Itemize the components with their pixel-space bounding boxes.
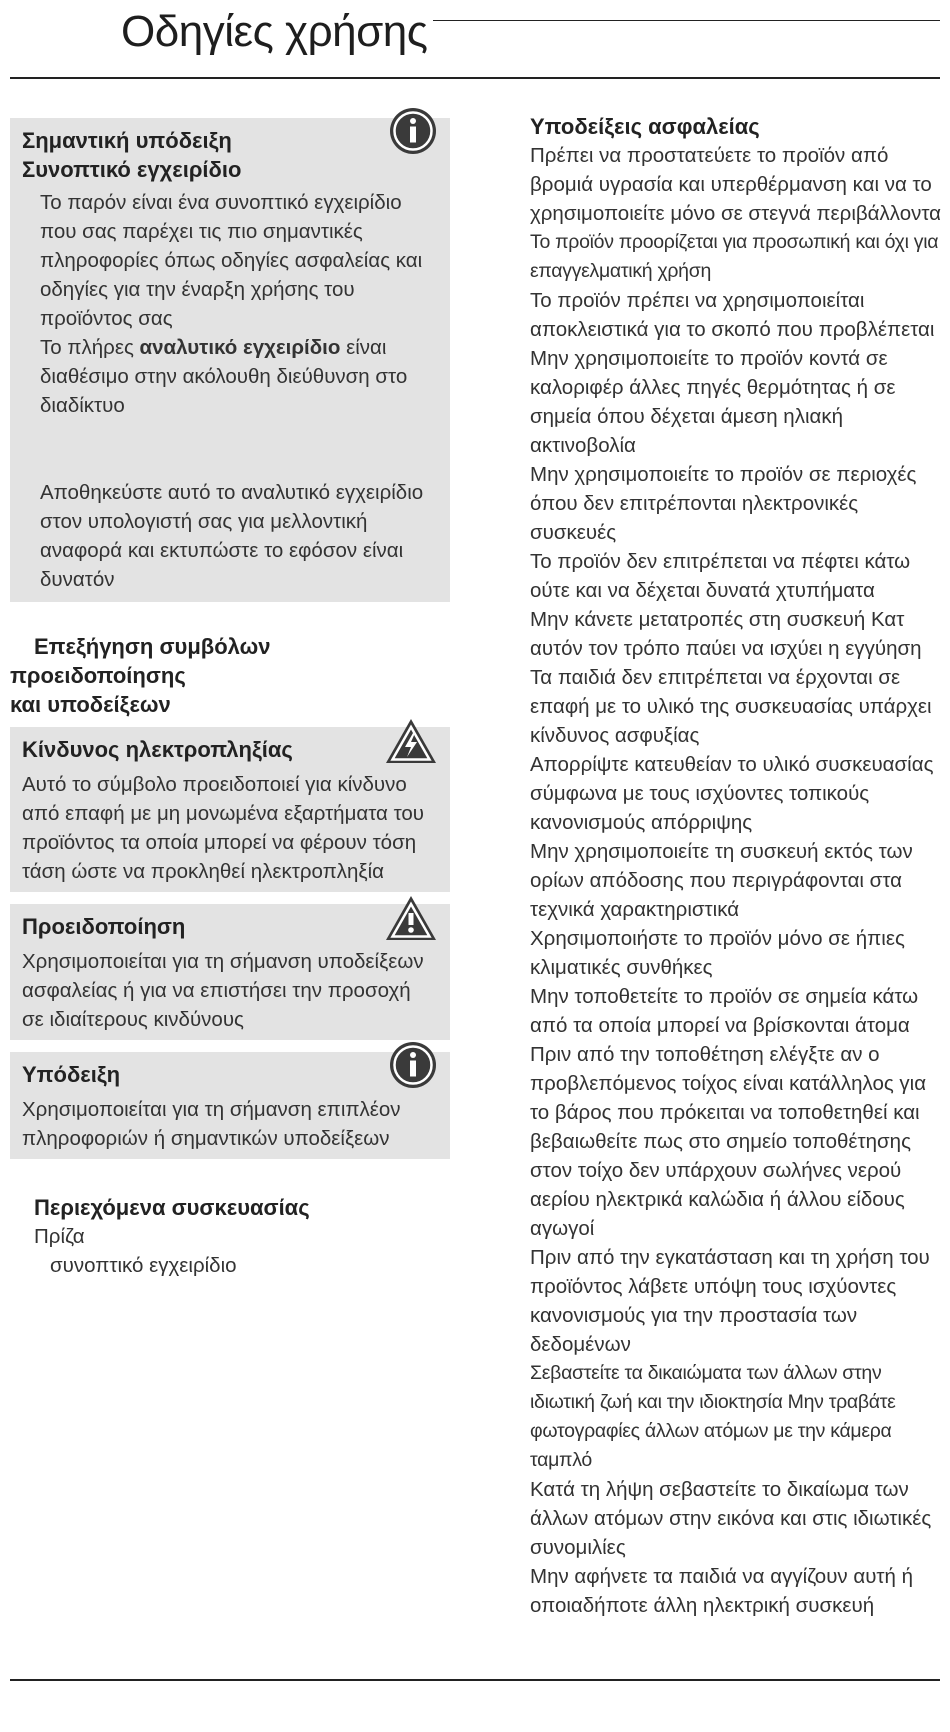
symbol-title: Υπόδειξη [22, 1062, 121, 1087]
symbol-box-note [10, 1052, 450, 1159]
symbol-text: Χρησιμοποιείται για τη σήμανση επιπλέον πληροφοριών ή σημαντικών υποδείξεων [22, 1098, 401, 1150]
symbol-text: Αυτό το σύμβολο προειδοποιεί για κίνδυνο από επαφή με μη μονωμένα εξαρτήματα του προϊόντος τα οποία μπορεί να φέρουν τόση τάση ώστε να προκληθεί ηλεκτροπληξία [22, 773, 425, 883]
safety-item: Πρέπει να προστατεύετε το προϊόν από βρομιά υγρασία και υπερθέρμανση και να το χρησιμοποιείτε μόνο σε στεγνά περιβάλλοντα [530, 144, 942, 225]
safety-item: Κατά τη λήψη σεβαστείτε το δικαίωμα των άλλων ατόμων στην εικόνα και στις ιδιωτικές συνομιλίες [530, 1478, 932, 1559]
paragraph-2-suffix: είναι διαθέσιμο στην ακόλουθη διεύθυνση στο διαδίκτυο [40, 336, 408, 417]
safety-heading: Υποδείξεις ασφαλείας [530, 114, 760, 139]
symbols-heading-line-2: και υποδείξεων [10, 692, 171, 717]
info-icon [388, 106, 438, 156]
important-note-paragraph-1: Το παρόν είναι ένα συνοπτικό εγχειρίδιο που σας παρέχει τις πιο σημαντικές πληροφορίες όπως οδηγίες ασφαλείας και οδηγίες για την έναρξη χρήσης του προϊόντος σας [40, 191, 423, 330]
package-item: συνοπτικό εγχειρίδιο [50, 1254, 237, 1277]
safety-item: Πριν από την εγκατάσταση και τη χρήση του προϊόντος λάβετε υπόψη τους ισχύοντες κανονισμούς για την προστασία των δεδομένων [530, 1246, 930, 1356]
symbols-heading-line-1: Επεξήγηση συμβόλων προειδοποίησης [10, 634, 271, 688]
short-manual-title: Συνοπτικό εγχειρίδιο [22, 157, 242, 182]
safety-item: Μην χρησιμοποιείτε τη συσκευή εκτός των ορίων απόδοσης που περιγράφονται στα τεχνικά χαρακτηριστικά [530, 840, 913, 921]
safety-item: Μην κάνετε μετατροπές στη συσκευή Κατ αυτόν τον τρόπο παύει να ισχύει η εγγύηση [530, 608, 922, 660]
package-item: Πρίζα [34, 1225, 85, 1248]
symbol-box-electric [10, 727, 450, 892]
safety-item: Σεβαστείτε τα δικαιώματα των άλλων στην ιδιωτική ζωή και την ιδιοκτησία Μην τραβάτε φωτογραφίες άλλων ατόμων με την κάμερα ταμπλό [530, 1362, 896, 1471]
important-note-box [10, 118, 450, 602]
symbol-text: Χρησιμοποιείται για τη σήμανση υποδείξεων ασφαλείας ή για να επιστήσει την προσοχή σε ιδιαίτερους κινδύνους [22, 950, 424, 1031]
symbol-title: Προειδοποίηση [22, 914, 186, 939]
safety-item: Μην αφήνετε τα παιδιά να αγγίζουν αυτή ή οποιαδήποτε άλλη ηλεκτρική συσκευή [530, 1565, 914, 1617]
safety-item: Τα παιδιά δεν επιτρέπεται να έρχονται σε επαφή με το υλικό της συσκευασίας υπάρχει κίνδυνος ασφυξίας [530, 666, 932, 747]
safety-item: Το προϊόν δεν επιτρέπεται να πέφτει κάτω ούτε και να δέχεται δυνατά χτυπήματα [530, 550, 911, 602]
full-manual-link-text: αναλυτικό εγχειρίδιο [139, 336, 341, 359]
page-title: Οδηγίες χρήσης [121, 2, 433, 62]
paragraph-2-prefix: Το πλήρες [40, 336, 140, 359]
symbol-box-warning [10, 904, 450, 1040]
safety-item: Το προϊόν προορίζεται για προσωπική και όχι για επαγγελματική χρήση [530, 231, 939, 282]
safety-item: Χρησιμοποιήστε το προϊόν μόνο σε ήπιες κλιματικές συνθήκες [530, 927, 905, 979]
bottom-divider [10, 1679, 940, 1681]
important-note-paragraph-2 [22, 333, 438, 420]
safety-item: Μην χρησιμοποιείτε το προϊόν σε περιοχές όπου δεν επιτρέπονται ηλεκτρονικές συσκευές [530, 463, 917, 544]
package-contents-heading: Περιεχόμενα συσκευασίας [34, 1195, 310, 1220]
important-note-paragraph-3: Αποθηκεύστε αυτό το αναλυτικό εγχειρίδιο στον υπολογιστή σας για μελλοντική αναφορά και εκτυπώστε το εφόσον είναι δυνατόν [40, 481, 424, 591]
symbols-heading [10, 632, 450, 719]
safety-item: Πριν από την τοποθέτηση ελέγξτε αν ο προβλεπόμενος τοίχος είναι κατάλληλος για το βάρος που πρόκειται να τοποθετηθεί και βεβαιωθείτε πως στο σημείο τοποθέτησης στον τοίχο δεν υπάρχουν σωλήνες νερού αερίου ηλεκτρικά καλώδια ή άλλου είδους αγωγοί [530, 1043, 927, 1240]
safety-item: Μην χρησιμοποιείτε το προϊόν κοντά σε καλοριφέρ άλλες πηγές θερμότητας ή σε σημεία όπου δέχεται άμεση ηλιακή ακτινοβολία [530, 347, 896, 457]
left-column [10, 118, 450, 1280]
info-icon [388, 1040, 438, 1090]
warning-icon [384, 894, 438, 942]
safety-column [530, 112, 950, 1620]
safety-item: Το προϊόν πρέπει να χρησιμοποιείται αποκλειστικά για το σκοπό που προβλέπεται [530, 289, 935, 341]
important-note-title: Σημαντική υπόδειξη [22, 128, 232, 153]
safety-item: Μην τοποθετείτε το προϊόν σε σημεία κάτω από τα οποία μπορεί να βρίσκονται άτομα [530, 985, 919, 1037]
safety-item: Απορρίψτε κατευθείαν το υλικό συσκευασίας σύμφωνα με τους ισχύοντες τοπικούς κανονισμούς απόρριψης [530, 753, 934, 834]
symbol-title: Κίνδυνος ηλεκτροπληξίας [22, 737, 293, 762]
electric-hazard-icon [384, 717, 438, 765]
title-divider [10, 77, 940, 79]
